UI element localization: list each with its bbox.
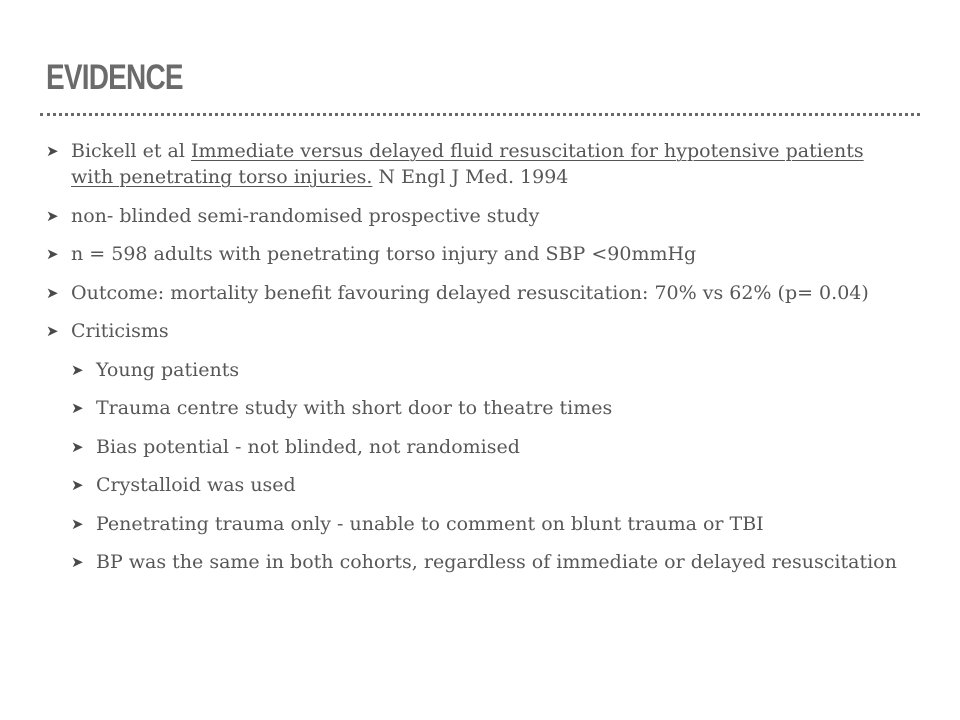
sub-bullet-penetrating <box>71 511 926 537</box>
sub-bullet-text: Trauma centre study with short door to theatre times <box>96 397 613 419</box>
bullet-text: Criticisms <box>71 320 169 342</box>
sub-bullet-bias <box>71 434 926 460</box>
bullet-arrow-icon: ➤ <box>46 142 59 160</box>
bullet-arrow-icon: ➤ <box>46 206 59 225</box>
bullet-criticisms <box>46 318 926 344</box>
bullet-text: non- blinded semi-randomised prospective study <box>71 204 540 227</box>
sub-bullet-bp <box>71 549 926 575</box>
bullet-list <box>46 138 926 588</box>
bullet-arrow-icon: ➤ <box>71 437 84 456</box>
bullet-arrow-icon: ➤ <box>71 360 84 379</box>
citation-suffix: N Engl J Med. 1994 <box>372 166 569 188</box>
sub-bullet-text: Penetrating trauma only - unable to comment on blunt trauma or TBI <box>96 512 764 535</box>
bullet-study-design <box>46 203 926 229</box>
title-divider <box>40 113 920 116</box>
bullet-arrow-icon: ➤ <box>46 245 59 263</box>
bullet-arrow-icon: ➤ <box>71 553 84 571</box>
citation-prefix: Bickell et al <box>71 140 191 162</box>
sub-bullet-text: Young patients <box>96 358 240 381</box>
sub-bullet-text: Crystalloid was used <box>96 474 296 496</box>
bullet-population <box>46 241 926 267</box>
citation-text <box>71 138 891 190</box>
bullet-arrow-icon: ➤ <box>46 283 59 302</box>
bullet-outcome <box>46 280 926 306</box>
bullet-arrow-icon: ➤ <box>71 399 84 417</box>
bullet-arrow-icon: ➤ <box>71 514 84 533</box>
bullet-text: n = 598 adults with penetrating torso injury and SBP <90mmHg <box>71 243 697 265</box>
sub-bullet-crystalloid <box>71 472 926 498</box>
bullet-citation <box>46 138 926 190</box>
citation-link[interactable]: Immediate versus delayed fluid resuscitation for hypotensive patients with penetrating torso injuries. <box>71 140 864 188</box>
bullet-text: Outcome: mortality benefit favouring delayed resuscitation: 70% vs 62% (p= 0.04) <box>71 281 869 304</box>
sub-bullet-trauma-centre <box>71 395 926 421</box>
bullet-arrow-icon: ➤ <box>71 476 84 494</box>
sub-bullet-young-patients <box>71 357 926 383</box>
bullet-arrow-icon: ➤ <box>46 322 59 340</box>
slide-title: EVIDENCE <box>46 58 183 97</box>
sub-bullet-text: BP was the same in both cohorts, regardless of immediate or delayed resuscitation <box>96 551 897 573</box>
sub-bullet-text: Bias potential - not blinded, not randomised <box>96 435 520 458</box>
